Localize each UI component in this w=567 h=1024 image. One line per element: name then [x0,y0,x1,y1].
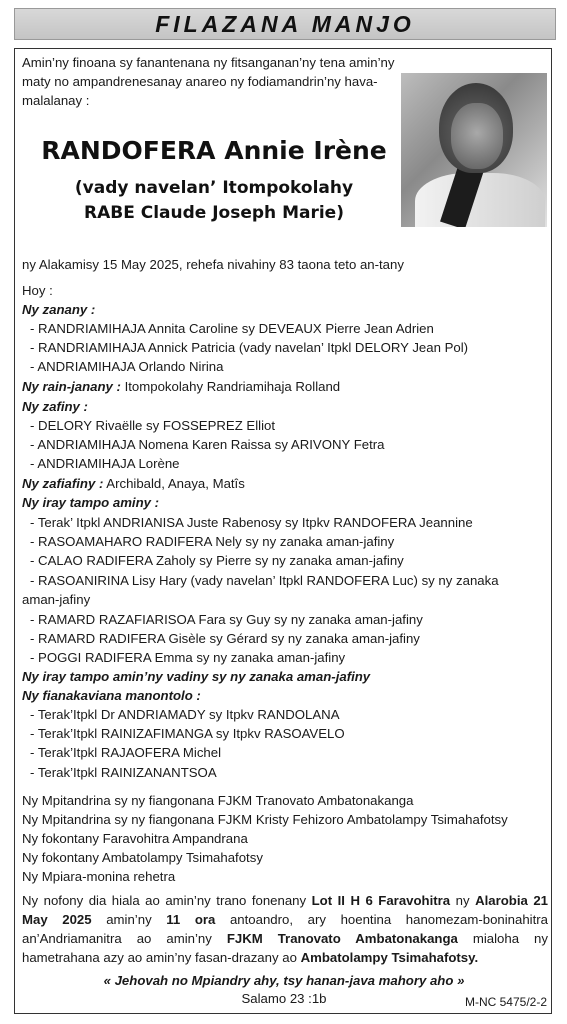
list-item: - DELORY Rivaëlle sy FOSSEPREZ Elliot [30,418,276,433]
intro-line: malalanay : [22,93,90,108]
funeral-text: antoandro, ary hoentina hanomezam-boninahitra an’Andriamanitra ao amin’ny [22,912,548,946]
zanany-heading: Ny zanany : [22,302,96,317]
list-item: - Terak’Itpkl Dr ANDRIAMADY sy Itpkv RANDOLANA [30,707,340,722]
funeral-text: ny [450,893,476,908]
funeral-date: Alarobia 21 May 2025 [22,893,548,927]
notice-header: FILAZANA MANJO [14,8,556,40]
rain-janany-heading: Ny rain-janany : [22,379,121,394]
notice-reference-code: M-NC 5475/2-2 [464,995,547,1009]
funeral-burial-place: Ambatolampy Tsimahafotsy. [300,950,479,965]
list-item: - Terak’ Itpkl ANDRIANISA Juste Rabenosy sy Itpkv RANDOFERA Jeannine [30,515,473,530]
intro-line: Amin’ny finoana sy fanantenana ny fitsanganan’ny tena amin’ny [22,55,395,70]
other-line: Ny Mpiara-monina rehetra [22,869,176,884]
funeral-text: mialoha ny hametrahana azy ao amin’ny fasan-drazany ao [22,931,548,965]
spouse-line: RABE Claude Joseph Marie) [84,203,344,223]
list-item: - RASOANIRINA Lisy Hary (vady navelan’ Itpkl RANDOFERA Luc) sy ny zanaka [30,573,499,588]
funeral-text: Ny nofony dia hiala ao amin’ny trano fonenany [22,893,312,908]
fianakaviana-heading: Ny fianakaviana manontolo : [22,688,201,703]
zafiafiny-heading: Ny zafiafiny : [22,476,104,491]
list-item: - ANDRIAMIHAJA Nomena Karen Raissa sy ARIVONY Fetra [30,437,385,452]
list-item: - RAMARD RADIFERA Gisèle sy Gérard sy ny zanaka aman-jafiny [30,631,420,646]
list-item: - POGGI RADIFERA Emma sy ny zanaka aman-jafiny [30,650,346,665]
rain-janany-value: Itompokolahy Randriamihaja Rolland [124,379,341,394]
list-item: - Terak’Itpkl RAINIZAFIMANGA sy Itpkv RASOAVELO [30,726,345,741]
list-item: - RANDRIAMIHAJA Annick Patricia (vady navelan’ Itpkl DELORY Jean Pol) [30,340,469,355]
bible-reference: Salamo 23 :1b [241,991,327,1006]
iray-tampo-heading: Ny iray tampo aminy : [22,495,160,510]
other-line: Ny fokontany Faravohitra Ampandrana [22,831,248,846]
intro-line: maty no ampandrenesanay anareo ny fodiamandrin’ny hava- [22,74,378,89]
funeral-time: 11 ora [166,912,216,927]
other-line: Ny fokontany Ambatolampy Tsimahafotsy [22,850,263,865]
list-item-continuation: aman-jafiny [22,592,91,607]
list-item: - RASOAMAHARO RADIFERA Nely sy ny zanaka aman-jafiny [30,534,395,549]
zafiafiny-line [22,475,245,493]
zafiny-heading: Ny zafiny : [22,399,88,414]
zafiafiny-value: Archibald, Anaya, Matîs [106,476,245,491]
funeral-paragraph [22,891,548,967]
deceased-name: RANDOFERA Annie Irène [41,136,387,165]
deceased-photo [401,73,547,227]
list-item: - RANDRIAMIHAJA Annita Caroline sy DEVEAUX Pierre Jean Adrien [30,321,434,336]
list-item: - ANDRIAMIHAJA Lorène [30,456,180,471]
other-line: Ny Mpitandrina sy ny fiangonana FJKM Kristy Fehizoro Ambatolampy Tsimahafotsy [22,812,508,827]
funeral-text: amin’ny [91,912,167,927]
list-item: - CALAO RADIFERA Zaholy sy Pierre sy ny zanaka aman-jafiny [30,553,404,568]
list-item: - Terak’Itpkl RAINIZANANTSOA [30,765,217,780]
bible-quote: « Jehovah no Mpiandry ahy, tsy hanan-java mahory aho » [103,973,465,988]
other-line: Ny Mpitandrina sy ny fiangonana FJKM Tranovato Ambatonakanga [22,793,414,808]
hoy-label: Hoy : [22,283,53,298]
list-item: - ANDRIAMIHAJA Orlando Nirina [30,359,224,374]
list-item: - RAMARD RAZAFIARISOA Fara sy Guy sy ny zanaka aman-jafiny [30,612,423,627]
funeral-church: FJKM Tranovato Ambatonakanga [226,931,458,946]
death-notice: ny Alakamisy 15 May 2025, rehefa nivahiny 83 taona teto an-tany [22,257,404,272]
rain-janany-line [22,378,340,396]
funeral-address: Lot II H 6 Faravohitra [311,893,451,908]
list-item: - Terak’Itpkl RAJAOFERA Michel [30,745,222,760]
spouse-line: (vady navelan’ Itompokolahy [74,178,354,198]
iray-tampo-vady-heading: Ny iray tampo amin’ny vadiny sy ny zanaka aman-jafiny [22,669,371,684]
